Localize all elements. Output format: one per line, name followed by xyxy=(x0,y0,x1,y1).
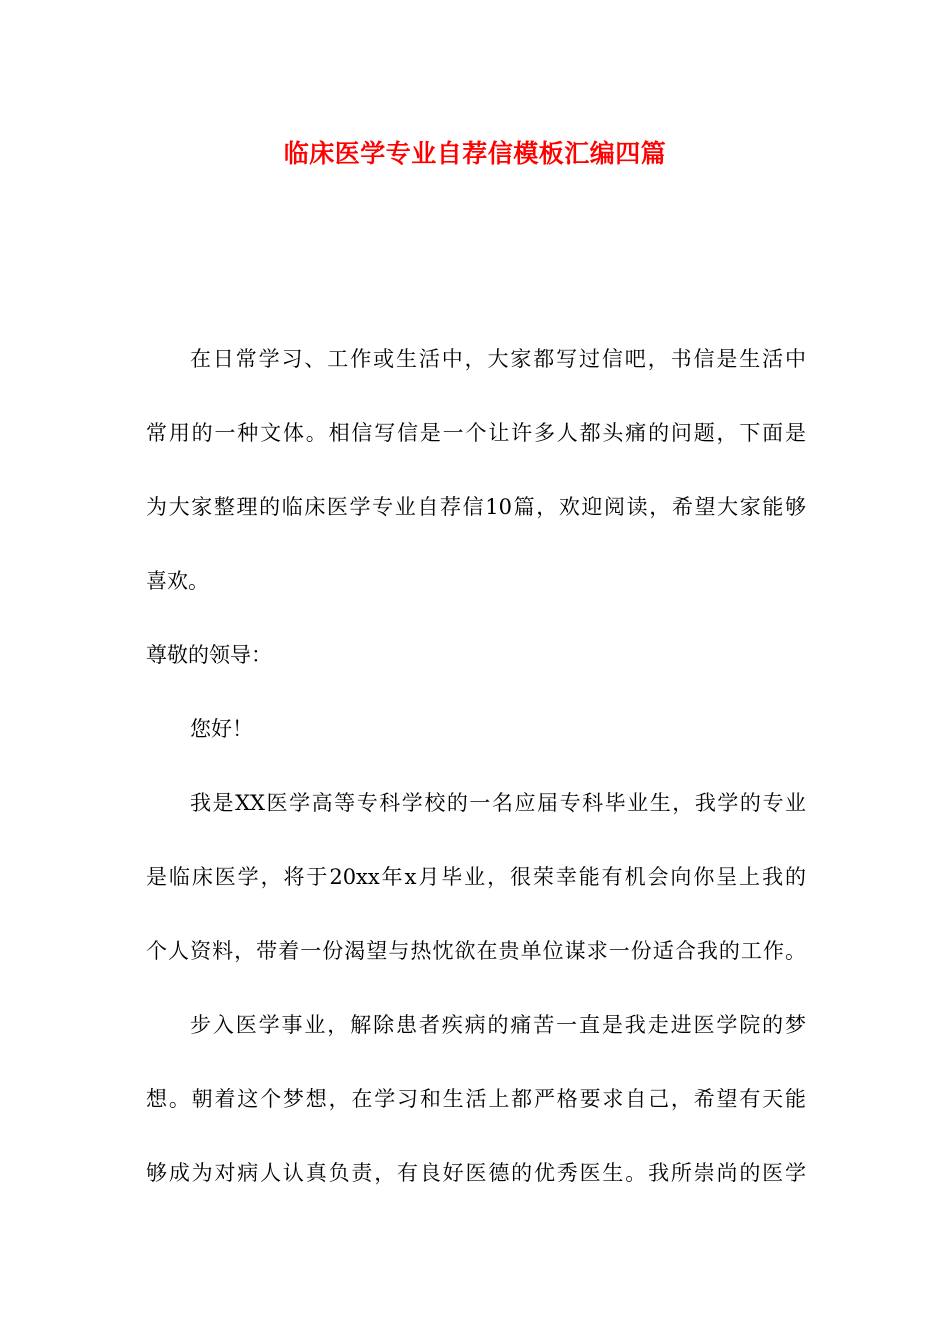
body-line: 您好！ xyxy=(190,717,253,741)
body-line: 为大家整理的临床医学专业自荐信10篇，欢迎阅读，希望大家能够 xyxy=(146,495,806,519)
document-title: 临床医学专业自荐信模板汇编四篇 xyxy=(283,139,667,168)
body-line: 在日常学习、工作或生活中，大家都写过信吧，书信是生活中 xyxy=(190,347,806,371)
body-line: 我是XX医学高等专科学校的一名应届专科毕业生，我学的专业 xyxy=(190,791,806,815)
body-line: 是临床医学，将于20xx年x月毕业，很荣幸能有机会向你呈上我的 xyxy=(146,865,806,889)
body-line: 想。朝着这个梦想，在学习和生活上都严格要求自己，希望有天能 xyxy=(146,1087,806,1111)
document-body xyxy=(146,322,806,1210)
body-line: 个人资料，带着一份渴望与热忱欲在贵单位谋求一份适合我的工作。 xyxy=(146,939,806,963)
body-line: 常用的一种文体。相信写信是一个让许多人都头痛的问题，下面是 xyxy=(146,421,806,445)
body-line: 喜欢。 xyxy=(146,569,209,593)
body-line: 步入医学事业，解除患者疾病的痛苦一直是我走进医学院的梦 xyxy=(190,1013,806,1037)
body-line: 够成为对病人认真负责，有良好医德的优秀医生。我所崇尚的医学 xyxy=(146,1161,806,1185)
body-line: 尊敬的领导： xyxy=(146,643,272,667)
